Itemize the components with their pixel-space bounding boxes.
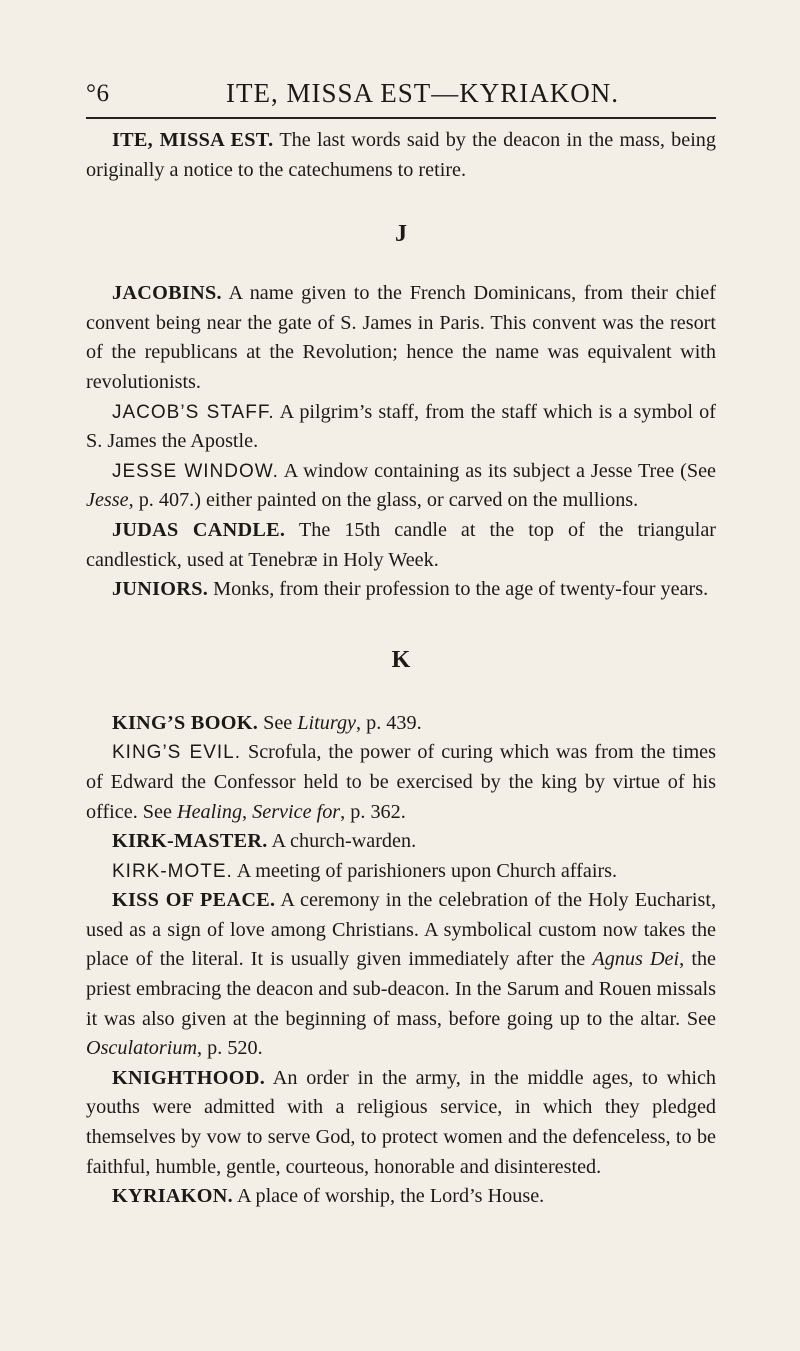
definition-part: , p. 407.) either painted on the glass, or carved on the mullions.	[128, 489, 639, 512]
headword: KING’S EVIL.	[112, 742, 242, 764]
definition: A pilgrim’s staff, from the staff which is a symbol of S. James the Apostle.	[86, 400, 716, 453]
definition: A name given to the French Dominicans, from their chief convent being near the gate of S. James in Paris. This convent was the resort of the republicans at the Revolution; hence the name was equivalent with revolutionists.	[86, 282, 716, 393]
headword: KNIGHTHOOD.	[112, 1066, 266, 1089]
letter-heading-k: K	[391, 646, 411, 673]
definition-part: , the priest embracing the deacon and sub-deacon. In the Sarum and Rouen missals it was also given at the beginning of mass, before going up to the altar. See	[86, 948, 717, 1030]
page-number: °6	[86, 80, 110, 107]
definition: The 15th candle at the top of the triangular candlestick, used at Tenebræ in Holy Week.	[86, 518, 717, 571]
cross-reference: Liturgy	[297, 711, 357, 734]
section-ite	[86, 126, 716, 185]
page-body	[86, 126, 716, 1212]
definition: The last words said by the deacon in the mass, being originally a notice to the catechumens to retire.	[86, 129, 716, 181]
definition: A place of worship, the Lord’s House.	[233, 1185, 545, 1208]
entry-kings-evil	[86, 738, 716, 827]
headword: ITE, MISSA EST.	[112, 129, 274, 151]
headword: JACOB’S STAFF.	[112, 401, 275, 423]
running-head: ITE, MISSA EST—KYRIAKON.	[226, 78, 620, 108]
definition-part: ,	[242, 800, 253, 823]
definition-part: , p. 362.	[340, 800, 406, 823]
definition-part: A window containing as its subject a Jesse Tree (See	[278, 459, 716, 482]
section-j	[86, 279, 716, 605]
section-k	[86, 709, 716, 1212]
headword: KIRK-MASTER.	[112, 830, 268, 853]
headword: KYRIAKON.	[112, 1185, 234, 1208]
definition: A church-warden.	[267, 830, 417, 853]
entry-jacobs-staff	[86, 398, 716, 457]
definition-part: , p. 439.	[356, 711, 422, 734]
headword: KIRK-MOTE.	[112, 860, 233, 882]
entry-knighthood	[86, 1064, 716, 1182]
headword: JUNIORS.	[112, 578, 209, 601]
headword: KISS OF PEACE.	[112, 889, 276, 912]
headword: JACOBINS.	[112, 282, 222, 305]
entry-kings-book	[86, 709, 716, 739]
page-header	[86, 78, 716, 112]
definition: An order in the army, in the middle ages, to which youths were admitted with a religious service, in which they pledged themselves by vow to serve God, to protect women and the defenceless, to be faithful, humble, gentle, courteous, honorable and disinterested.	[86, 1066, 716, 1178]
entry-kyriakon	[86, 1182, 716, 1212]
cross-reference: Jesse	[86, 489, 129, 512]
headword: JESSE WINDOW.	[112, 460, 279, 482]
cross-reference: Healing	[177, 800, 243, 823]
definition: Monks, from their profession to the age of twenty-four years.	[208, 578, 709, 601]
headword: JUDAS CANDLE.	[112, 518, 286, 541]
header-rule	[86, 117, 716, 119]
entry-juniors	[86, 575, 716, 605]
cross-reference: Osculatorium	[86, 1037, 198, 1060]
definition-part: Scrofula, the power of curing which was from the times of Edward the Confessor held to be exercised by the king by virtue of his office. See	[86, 741, 716, 823]
definition: A meeting of parishioners upon Church affairs.	[232, 859, 618, 882]
cross-reference: Service for	[252, 800, 341, 823]
entry-jacobins	[86, 279, 716, 397]
letter-heading-j: J	[395, 221, 407, 248]
entry-kirk-mote	[86, 857, 716, 887]
entry-jesse-window	[86, 457, 716, 516]
entry-kiss-of-peace	[86, 886, 716, 1064]
cross-reference: Agnus Dei	[592, 948, 680, 971]
entry-kirk-master	[86, 827, 716, 857]
entry-ite-missa-est	[86, 126, 716, 185]
definition-part: , p. 520.	[197, 1037, 263, 1060]
definition-part: See	[258, 711, 298, 734]
headword: KING’S BOOK.	[112, 711, 259, 734]
entry-judas-candle	[86, 516, 716, 575]
definition-part: A ceremony in the celebration of the Holy Eucharist, used as a sign of love among Christians. A symbolical custom now takes the place of the literal. It is usually given immediately after the	[86, 889, 716, 971]
